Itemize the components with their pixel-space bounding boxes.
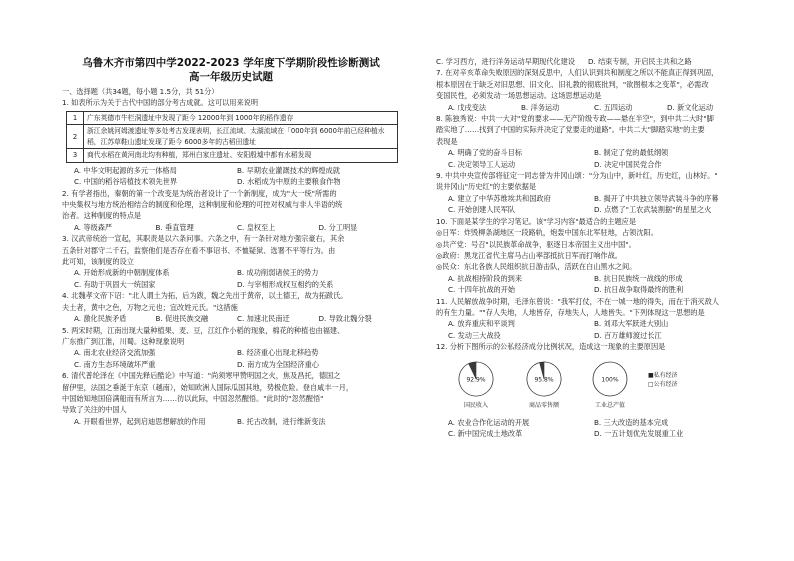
note-line: ◎日军：炸毁柳条湖地区一段路轨，炮轰中国东北军驻地，占领沈阳。 bbox=[436, 228, 658, 238]
question-stem: 9. 中共中央宣传部将征定一同志誉为井冈山颂："分为山中，新叶红，历史红，山林好。" bbox=[436, 171, 718, 181]
question-stem-line: 留伊里，法国之垂涎于东京（越南），始知欧洲人国际瓜国其地，势极危险。登自咸丰一月， bbox=[62, 382, 354, 392]
option-row bbox=[436, 147, 740, 158]
option-d[interactable]: D. 新文化运动 bbox=[667, 102, 714, 112]
question-stem-line: 治者。这种制度的特点是 bbox=[62, 211, 142, 221]
question-5 bbox=[62, 325, 400, 371]
option-a[interactable]: A. 戊戌变法 bbox=[448, 102, 487, 112]
table-row bbox=[67, 149, 398, 163]
question-stem-line: 踏实地了……找到了中国的实际并决定了党要走的道路"。中共二大"脚踏实地"的主要 bbox=[436, 125, 705, 135]
table-row bbox=[67, 125, 398, 149]
option-b[interactable]: B. 揭开了中共独立领导武装斗争的序幕 bbox=[594, 193, 719, 203]
option-row bbox=[62, 347, 400, 358]
exam-subtitle: 高一年级历史试题 bbox=[189, 71, 273, 83]
pie-category-label: 工业总产值 bbox=[594, 401, 626, 409]
option-d[interactable]: D. 抗日战争取得最终的胜利 bbox=[594, 285, 684, 295]
option-row bbox=[62, 279, 400, 290]
question-stem: 8. 陈独秀说：中共一大对"党的要求——无产阶级专政——悬在半空"，到中共二大时"脚 bbox=[436, 114, 714, 124]
legend-private: ■私有经济 bbox=[648, 371, 678, 379]
option-row bbox=[436, 193, 740, 204]
option-a[interactable]: A. 放弃重庆和平谈判 bbox=[448, 319, 515, 329]
option-row bbox=[436, 56, 740, 67]
option-row bbox=[62, 176, 400, 187]
option-d[interactable]: D. 决定中国民党合作 bbox=[594, 159, 662, 169]
option-row bbox=[62, 359, 400, 370]
option-row bbox=[436, 330, 740, 341]
question-6 bbox=[62, 370, 400, 427]
question-7 bbox=[436, 67, 740, 113]
option-b[interactable]: B. 托古改制，进行维新变法 bbox=[237, 416, 326, 426]
option-row bbox=[436, 284, 740, 295]
question-stem-line: 根本原因在于缺乏对旧思想、旧文化、旧礼教的彻底批判，"欲图根本之变革"，必需改 bbox=[436, 79, 709, 89]
table-cell: 商代水稻在黄河南北均有种植，郑州白家庄遗址、安阳殷墟中都有水稻发现 bbox=[84, 149, 398, 163]
option-d[interactable]: D. 导致北魏分裂 bbox=[318, 314, 372, 324]
option-d[interactable]: D. 南方成为全国经济重心 bbox=[237, 359, 319, 369]
question-8 bbox=[436, 113, 740, 170]
question-stem: 2. 有学者指出，秦朝的第一个改变是为统治者设计了一个新制度，成为"大一统"所需的 bbox=[62, 188, 337, 198]
option-a[interactable]: A. 南北农业经济交流加强 bbox=[74, 348, 156, 358]
question-11 bbox=[436, 296, 740, 342]
question-stem-line: 中央集权与地方统治相结合的制度和伦理，这种制度和伦理的可控对权威与非人半语的统 bbox=[62, 200, 343, 210]
question-stem-line: 夫土者，黄中之色，万物之元也；宜改姓元氏。"这措施 bbox=[62, 302, 238, 312]
question-stem: 5. 两宋时期，江南出现大量种植果、麦、豆，江红作小稻的现象，棉花的种植也由福建、 bbox=[62, 325, 345, 335]
option-c[interactable]: C. 皇权至上 bbox=[237, 222, 276, 232]
option-d[interactable]: D. 分工明显 bbox=[318, 222, 358, 232]
right-column bbox=[436, 56, 740, 439]
exam-title: 乌鲁木齐市第四中学2022-2023 学年度下学期阶段性诊断测试 bbox=[82, 57, 380, 69]
option-b[interactable]: B. 洋务运动 bbox=[521, 102, 560, 112]
pie-charts bbox=[436, 355, 736, 415]
question-stem-line: 变国民性，必须发动一场思想运动。这场思想运动是 bbox=[436, 91, 602, 101]
question-stem-line: 说井冈山"历史红"的主要依据是 bbox=[436, 182, 537, 192]
pie-category-label: 商品零售额 bbox=[528, 401, 560, 409]
option-row bbox=[436, 102, 740, 113]
option-c[interactable]: C. 加速北民南迁 bbox=[237, 314, 290, 324]
question-12 bbox=[436, 341, 740, 439]
option-row bbox=[62, 416, 400, 427]
option-d[interactable]: D. 百万雄师渡过长江 bbox=[594, 330, 662, 340]
option-b[interactable]: B. 抗日民族统一战线的形成 bbox=[594, 273, 683, 283]
option-row bbox=[62, 267, 400, 278]
pie-value-label: 100% bbox=[601, 376, 619, 384]
option-c[interactable]: C. 发动三大战役 bbox=[448, 330, 501, 340]
table-cell: 浙江余姚河姆渡遗址等多处考古发现表明，长江流域、太湖流域在「000年到 6000年前已经种植水稻，江苏草鞋山遗址发现了距今 6000多年的古稻田遗址 bbox=[84, 125, 398, 149]
option-d[interactable]: D. 水稻成为中原的主要粮食作物 bbox=[237, 177, 341, 187]
table-cell: 2 bbox=[67, 125, 84, 149]
question-stem-line: 的有生力量。""存人失地，人地皆存，存地失人，人地皆失。"下列体现这一思想的是 bbox=[436, 307, 705, 317]
option-a[interactable]: A. 建立了中华苏维埃共和国政府 bbox=[448, 193, 551, 203]
question-stem-line: 中国始知地国倍满船而有所言为……彷以此际，中国忽然醒悟。"此时的"忽然醒悟" bbox=[62, 393, 324, 403]
question-stem: 6. 清代普纶泽在《中国先释后酷论》中写道："尚须寒甲赞明国之火，焦及昌托，德国之 bbox=[62, 371, 341, 381]
option-row bbox=[436, 318, 740, 329]
note-line: ◎政府：黑龙江省代主席马占山率部抵抗日军而打响作战。 bbox=[436, 250, 622, 260]
pie-value-label: 95.8% bbox=[534, 376, 554, 384]
option-c[interactable]: C. 中国的稻谷培植技术领先世界 bbox=[74, 177, 178, 187]
option-d[interactable]: D. 结束专制，开启民主共和之路 bbox=[588, 57, 692, 66]
question-stem-line: 表现是 bbox=[436, 136, 458, 146]
question-stem: 10. 下面是某学生的学习笔记。该"学习内容"最适合的主题应是 bbox=[436, 216, 637, 226]
question-1 bbox=[62, 97, 400, 187]
option-c[interactable]: C. 有助于巩固大一统国家 bbox=[74, 279, 156, 289]
option-row bbox=[62, 165, 400, 176]
question-stem-line: 五条针对郡守二千石，监察他们是否存在看不事诏书、不恤疑狱、选署不平等行为。由 bbox=[62, 245, 336, 255]
pie-chart-figure bbox=[436, 355, 740, 415]
question-stem: 3. 汉武帝统治一宣起，其职责是以六条问事。六条之中，有一条针对地方强宗豪右，其余 bbox=[62, 234, 345, 244]
option-b[interactable]: B. 早期农业灌溉技术的辉煌成就 bbox=[237, 165, 340, 175]
option-a[interactable]: A. 农业合作化运动的开展 bbox=[448, 417, 530, 427]
option-row bbox=[436, 159, 740, 170]
table-cell: 广东英德市牛栏洞遗址中发现了距今 12000年到 1000年的稻作遗存 bbox=[84, 111, 398, 125]
option-a[interactable]: A. 中华文明起源的多元一体格局 bbox=[74, 165, 177, 175]
pie-category-label: 国民收入 bbox=[463, 401, 489, 409]
table-cell: 1 bbox=[67, 111, 84, 125]
option-b[interactable]: B. 经济重心出现北移趋势 bbox=[237, 348, 319, 358]
question-stem-line: 导致了关注的中国人 bbox=[62, 405, 127, 415]
legend-public: □公有经济 bbox=[648, 380, 678, 388]
option-d[interactable]: D. 一五计划优先发展重工业 bbox=[594, 428, 684, 438]
option-row bbox=[62, 222, 400, 233]
section-heading: 一、选择题（共34题，每小题 1.5分，共 51分） bbox=[62, 87, 219, 96]
option-row bbox=[436, 417, 740, 428]
pie-value-label: 92.9% bbox=[466, 376, 486, 384]
question-2 bbox=[62, 188, 400, 234]
note-line: ◎共产党：号召"以民族革命战争，驱逐日本帝国主义出中国"。 bbox=[436, 239, 636, 249]
option-c[interactable]: C. 学习西方，进行洋务运动早期现代化建设 bbox=[436, 57, 575, 66]
option-c[interactable]: C. 五四运动 bbox=[594, 102, 633, 112]
option-c[interactable]: C. 开始创建人民军队 bbox=[448, 205, 516, 215]
option-d[interactable]: D. 点燃了"工农武装割据"的星星之火 bbox=[594, 205, 712, 215]
left-column bbox=[62, 0, 400, 427]
question-stem: 11. 人民解放战争时期，毛泽东曾说："我军打仗，不在一城一地的得失，而在于消灭敌人 bbox=[436, 296, 719, 306]
note-line: ◎民众：东北各族人民组织抗日游击队，活跃在白山黑水之间。 bbox=[436, 262, 637, 272]
option-a[interactable]: A. 等级森严 bbox=[74, 222, 113, 232]
option-row bbox=[436, 428, 740, 439]
question-stem-line: 此可知，该制度的设立 bbox=[62, 257, 134, 267]
option-b[interactable]: B. 促进民族交融 bbox=[155, 314, 209, 324]
option-b[interactable]: B. 制定了党的最低纲领 bbox=[594, 148, 669, 158]
option-row bbox=[62, 313, 400, 324]
option-c[interactable]: C. 新中国完成土地改革 bbox=[448, 428, 523, 438]
question-9 bbox=[436, 170, 740, 216]
option-a[interactable]: A. 明确了党的奋斗目标 bbox=[448, 148, 523, 158]
option-d[interactable]: D. 与宰相形成权互相约的关系 bbox=[237, 279, 334, 289]
option-b[interactable]: B. 成功削弱诸侯王的势力 bbox=[237, 268, 319, 278]
option-a[interactable]: A. 开始形成新的中朝制度体系 bbox=[74, 268, 170, 278]
question-stem: 1. 如表所示为关于古代中国的部分考古成就。这可以用来说明 bbox=[62, 98, 259, 108]
table-row bbox=[67, 111, 398, 125]
option-a[interactable]: A. 抗战相持阶段的到来 bbox=[448, 273, 523, 283]
q1-table bbox=[66, 111, 398, 163]
option-b[interactable]: B. 垂直管理 bbox=[155, 222, 194, 232]
option-c[interactable]: C. 决定领导工人运动 bbox=[448, 159, 516, 169]
question-4 bbox=[62, 290, 400, 324]
question-10 bbox=[436, 216, 740, 296]
question-3 bbox=[62, 233, 400, 290]
option-b[interactable]: B. 刘邓大军跃进大别山 bbox=[594, 319, 669, 329]
option-b[interactable]: B. 三大改造的基本完成 bbox=[594, 417, 669, 427]
option-a[interactable]: A. 开眼看世界，起到启迪思想解放的作用 bbox=[74, 416, 206, 426]
table-cell: 3 bbox=[67, 149, 84, 163]
question-stem: 12. 分析下图所示的公私经济成分比例状况，造成这一现象的主要原因是 bbox=[436, 342, 666, 352]
option-c[interactable]: C. 南方生态环境破坏严重 bbox=[74, 359, 156, 369]
question-stem: 4. 北魏孝文帝下诏："北人谓土为拓，后为跋，魏之先出于黄帝，以土德王，故为拓跋氏。 bbox=[62, 291, 348, 301]
question-stem-line: 广东推广到江淮，川蜀。这种现象说明 bbox=[62, 336, 185, 346]
option-row bbox=[436, 204, 740, 215]
option-row bbox=[436, 273, 740, 284]
option-a[interactable]: A. 激化民族矛盾 bbox=[74, 314, 127, 324]
question-stem: 7. 在对辛亥革命失败原因的深刻反思中，人们认识到共和制度之所以不能真正得到巩固， bbox=[436, 68, 719, 78]
option-c[interactable]: C. 十四年抗战的开始 bbox=[448, 285, 516, 295]
